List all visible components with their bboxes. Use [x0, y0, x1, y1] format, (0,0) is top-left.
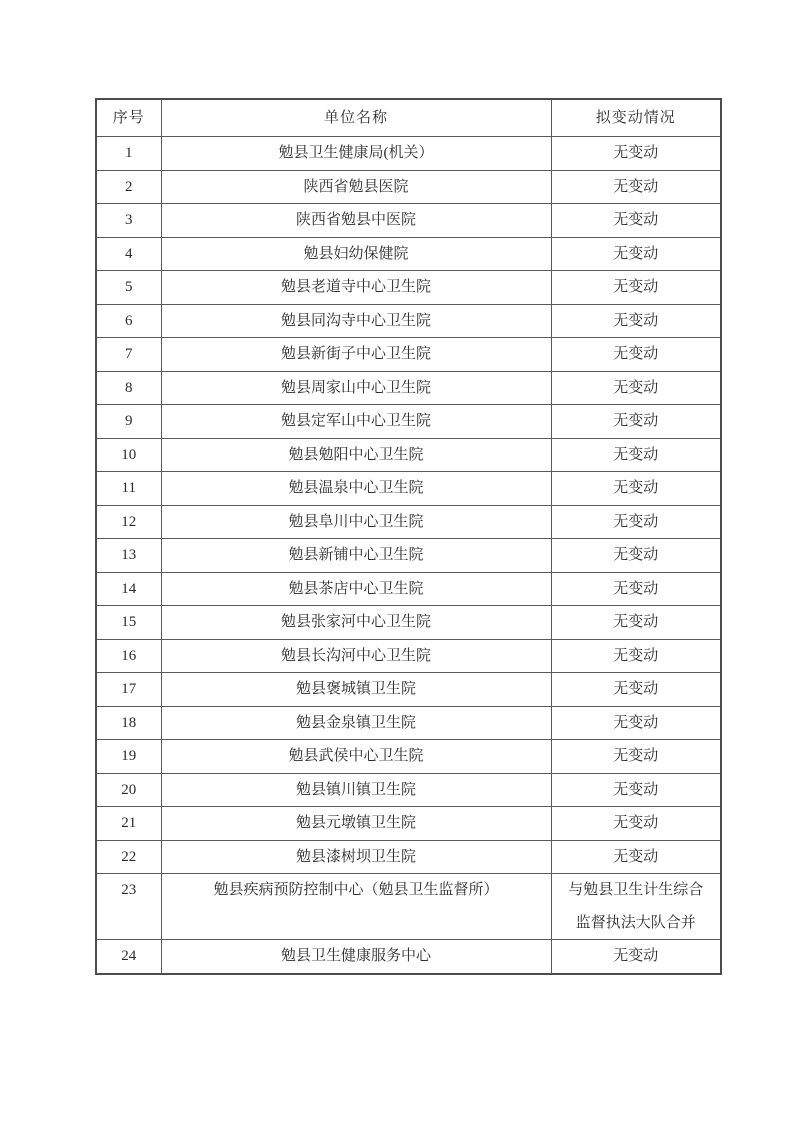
unit-name-cell: 勉县卫生健康服务中心 [161, 940, 551, 974]
change-status-cell [551, 940, 721, 974]
row-number-cell: 3 [96, 204, 161, 238]
change-status-cell [551, 237, 721, 271]
change-line: 无变动 [613, 513, 659, 530]
unit-name-cell: 勉县新铺中心卫生院 [161, 539, 551, 573]
unit-name-cell: 陕西省勉县中医院 [161, 204, 551, 238]
table-row [96, 840, 721, 874]
change-line: 无变动 [613, 413, 659, 429]
header-serial-number: 序号 [96, 99, 161, 137]
change-line: 与勉县卫生计生综合 [568, 882, 704, 898]
change-line: 无变动 [613, 848, 659, 865]
table-row [96, 606, 721, 640]
row-number-cell: 21 [96, 807, 161, 841]
change-line: 无变动 [613, 948, 659, 964]
change-status-cell [551, 371, 721, 405]
table-row [96, 170, 721, 204]
row-number-cell: 16 [96, 639, 161, 673]
unit-name-cell: 勉县勉阳中心卫生院 [161, 438, 551, 472]
unit-name-cell: 勉县新街子中心卫生院 [161, 338, 551, 372]
change-status-cell [551, 338, 721, 372]
change-line: 无变动 [613, 178, 659, 195]
table-row [96, 807, 721, 841]
row-number-cell: 7 [96, 338, 161, 372]
row-number-cell: 19 [96, 740, 161, 774]
unit-name-cell: 勉县同沟寺中心卫生院 [161, 304, 551, 338]
table-header-row [96, 99, 721, 137]
change-line: 无变动 [613, 781, 659, 798]
change-line: 无变动 [613, 212, 659, 228]
unit-name-cell: 勉县张家河中心卫生院 [161, 606, 551, 640]
table-row [96, 773, 721, 807]
table-body [96, 137, 721, 974]
row-number-cell: 13 [96, 539, 161, 573]
change-status-cell [551, 639, 721, 673]
row-number-cell: 9 [96, 405, 161, 439]
change-line: 无变动 [613, 614, 659, 630]
table-row [96, 472, 721, 506]
change-line: 无变动 [613, 748, 659, 764]
change-line: 无变动 [613, 279, 659, 295]
table-row [96, 405, 721, 439]
change-status-cell [551, 304, 721, 338]
change-status-cell [551, 572, 721, 606]
table-row [96, 539, 721, 573]
change-status-cell [551, 773, 721, 807]
unit-name-cell: 勉县阜川中心卫生院 [161, 505, 551, 539]
row-number-cell: 10 [96, 438, 161, 472]
change-status-cell [551, 807, 721, 841]
change-line: 监督执法大队合并 [575, 914, 696, 931]
table-row [96, 940, 721, 974]
row-number-cell: 8 [96, 371, 161, 405]
table-row [96, 673, 721, 707]
change-status-cell [551, 438, 721, 472]
row-number-cell: 22 [96, 840, 161, 874]
row-number-cell: 2 [96, 170, 161, 204]
row-number-cell: 6 [96, 304, 161, 338]
unit-name-cell: 勉县镇川镇卫生院 [161, 773, 551, 807]
table-row [96, 271, 721, 305]
unit-name-cell: 勉县茶店中心卫生院 [161, 572, 551, 606]
table-row [96, 338, 721, 372]
row-number-cell: 14 [96, 572, 161, 606]
unit-name-cell: 勉县老道寺中心卫生院 [161, 271, 551, 305]
change-status-cell [551, 539, 721, 573]
change-status-cell [551, 673, 721, 707]
unit-name-cell: 勉县温泉中心卫生院 [161, 472, 551, 506]
table-row [96, 740, 721, 774]
change-status-cell [551, 840, 721, 874]
row-number-cell: 4 [96, 237, 161, 271]
row-number-cell: 1 [96, 137, 161, 171]
unit-name-cell: 勉县金泉镇卫生院 [161, 706, 551, 740]
change-status-cell [551, 505, 721, 539]
unit-name-cell: 勉县卫生健康局(机关） [161, 137, 551, 171]
table-row [96, 137, 721, 171]
row-number-cell: 24 [96, 940, 161, 974]
row-number-cell: 15 [96, 606, 161, 640]
row-number-cell: 20 [96, 773, 161, 807]
unit-name-cell: 勉县漆树坝卫生院 [161, 840, 551, 874]
header-unit-name: 单位名称 [161, 99, 551, 137]
change-status-cell [551, 706, 721, 740]
change-line: 无变动 [613, 480, 659, 496]
table-row [96, 639, 721, 673]
unit-name-cell: 陕西省勉县医院 [161, 170, 551, 204]
unit-name-cell: 勉县妇幼保健院 [161, 237, 551, 271]
row-number-cell: 11 [96, 472, 161, 506]
change-status-cell [551, 606, 721, 640]
change-status-cell [551, 271, 721, 305]
row-number-cell: 18 [96, 706, 161, 740]
table-row [96, 438, 721, 472]
change-status-cell [551, 740, 721, 774]
units-table [95, 98, 722, 975]
table-row [96, 237, 721, 271]
table-row [96, 304, 721, 338]
table-row [96, 572, 721, 606]
unit-name-cell: 勉县疾病预防控制中心（勉县卫生监督所） [161, 874, 551, 940]
row-number-cell: 5 [96, 271, 161, 305]
table-row [96, 505, 721, 539]
table-row [96, 204, 721, 238]
unit-name-cell: 勉县元墩镇卫生院 [161, 807, 551, 841]
change-status-cell [551, 405, 721, 439]
change-line: 无变动 [613, 346, 659, 362]
unit-name-cell: 勉县周家山中心卫生院 [161, 371, 551, 405]
change-line: 无变动 [613, 312, 659, 329]
change-status-cell [551, 874, 721, 940]
change-status-cell [551, 472, 721, 506]
change-status-cell [551, 137, 721, 171]
row-number-cell: 17 [96, 673, 161, 707]
unit-name-cell: 勉县武侯中心卫生院 [161, 740, 551, 774]
table-row [96, 706, 721, 740]
change-status-cell [551, 204, 721, 238]
change-status-cell [551, 170, 721, 204]
header-change-status: 拟变动情况 [551, 99, 721, 137]
change-line: 无变动 [613, 815, 659, 831]
change-line: 无变动 [613, 446, 659, 463]
unit-name-cell: 勉县定军山中心卫生院 [161, 405, 551, 439]
change-line: 无变动 [613, 647, 659, 664]
change-line: 无变动 [613, 714, 659, 731]
change-line: 无变动 [613, 547, 659, 563]
table-row [96, 371, 721, 405]
unit-name-cell: 勉县褒城镇卫生院 [161, 673, 551, 707]
change-line: 无变动 [613, 145, 659, 161]
unit-name-cell: 勉县长沟河中心卫生院 [161, 639, 551, 673]
change-line: 无变动 [613, 245, 659, 262]
change-line: 无变动 [613, 681, 659, 697]
row-number-cell: 12 [96, 505, 161, 539]
table-head [96, 99, 721, 137]
change-line: 无变动 [613, 580, 659, 597]
table-row [96, 874, 721, 940]
row-number-cell: 23 [96, 874, 161, 940]
change-line: 无变动 [613, 379, 659, 396]
